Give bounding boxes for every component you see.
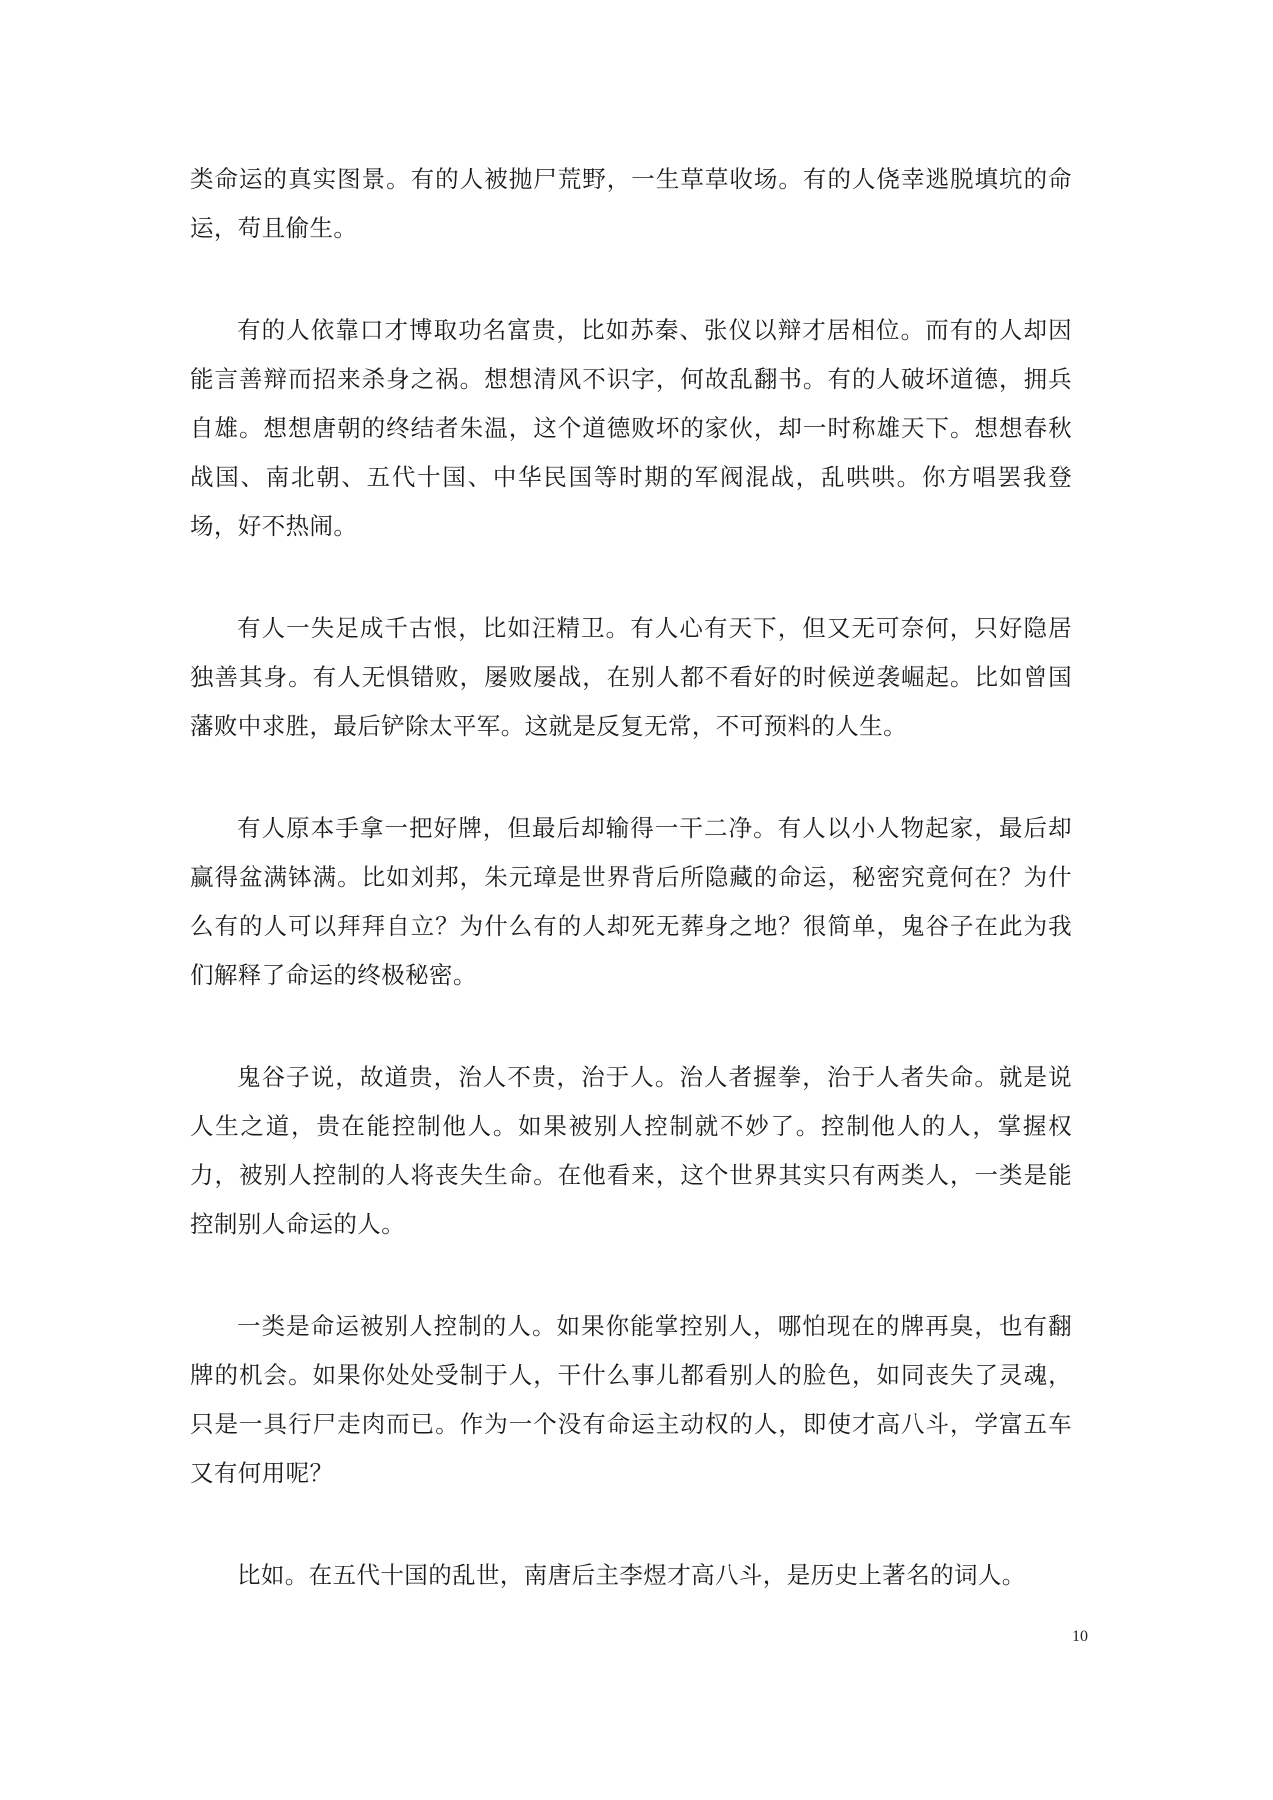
paragraph-4: 有人原本手拿一把好牌，但最后却输得一干二净。有人以小人物起家，最后却赢得盆满钵满。比如刘邦，朱元璋是世界背后所隐藏的命运，秘密究竟何在？为什么有的人可以拜拜自立？为什么有的人却死无葬身之地？很简单，鬼谷子在此为我们解释了命运的终极秘密。 xyxy=(190,814,1072,989)
paragraph-2: 有的人依靠口才博取功名富贵，比如苏秦、张仪以辩才居相位。而有的人却因能言善辩而招来杀身之祸。想想清风不识字，何故乱翻书。有的人破坏道德，拥兵自雄。想想唐朝的终结者朱温，这个道德败坏的家伙，却一时称雄天下。想想春秋战国、南北朝、五代十国、中华民国等时期的军阀混战，乱哄哄。你方唱罢我登场，好不热闹。 xyxy=(190,316,1072,540)
paragraph-7: 比如。在五代十国的乱世，南唐后主李煜才高八斗，是历史上著名的词人。 xyxy=(237,1561,1026,1589)
paragraph-5: 鬼谷子说，故道贵，治人不贵，治于人。治人者握拳，治于人者失命。就是说人生之道，贵在能控制他人。如果被别人控制就不妙了。控制他人的人，掌握权力，被别人控制的人将丧失生命。在他看来，这个世界其实只有两类人，一类是能控制别人命运的人。 xyxy=(190,1063,1072,1238)
paragraph-6: 一类是命运被别人控制的人。如果你能掌控别人，哪怕现在的牌再臭，也有翻牌的机会。如果你处处受制于人，干什么事儿都看别人的脸色，如同丧失了灵魂，只是一具行尸走肉而已。作为一个没有命运主动权的人，即使才高八斗，学富五车又有何用呢？ xyxy=(190,1312,1072,1487)
paragraph-3: 有人一失足成千古恨，比如汪精卫。有人心有天下，但又无可奈何，只好隐居独善其身。有人无惧错败，屡败屡战，在别人都不看好的时候逆袭崛起。比如曾国藩败中求胜，最后铲除太平军。这就是反复无常，不可预料的人生。 xyxy=(190,614,1072,740)
page-number: 10 xyxy=(1072,1628,1088,1645)
body-text xyxy=(190,155,1072,1653)
paragraph-1: 类命运的真实图景。有的人被抛尸荒野，一生草草收场。有的人侥幸逃脱填坑的命运，苟且偷生。 xyxy=(190,165,1072,242)
